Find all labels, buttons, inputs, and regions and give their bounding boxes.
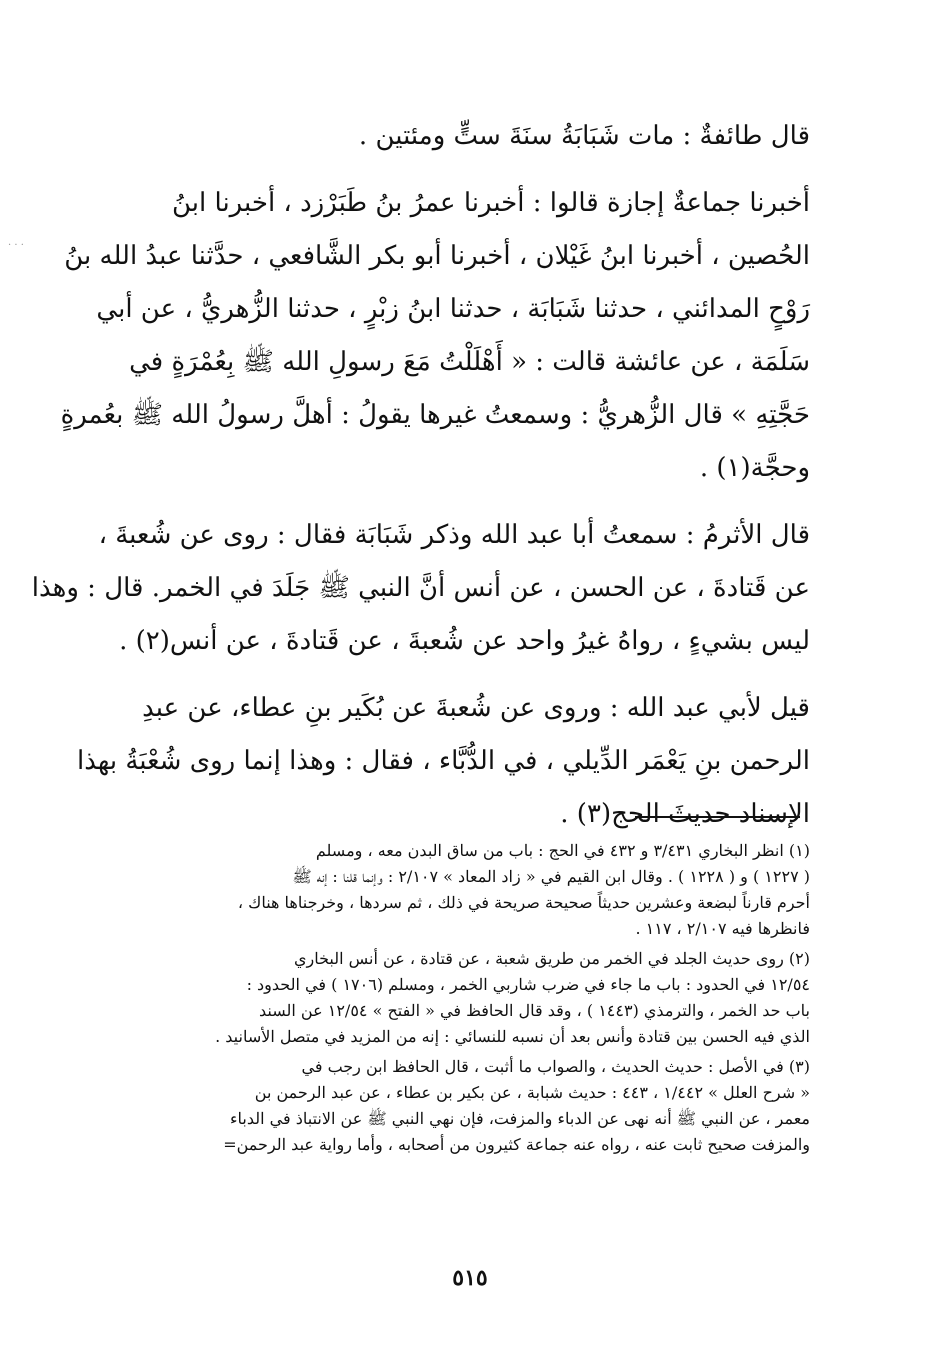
- text-line: ليس بشيءٍ ، رواهُ غيرُ واحد عن شُعبةَ ، عن قَتادةَ ، عن أنس(٢) .: [119, 626, 810, 656]
- footnote-line: (٢) روى حديث الجلد في الخمر من طريق شعبة ، عن قتادة ، عن أنس البخاري: [293, 949, 810, 968]
- text-line: الحُصين ، أخبرنا ابنُ غَيْلان ، أخبرنا أبو بكر الشَّافعي ، حدَّثنا عبدُ الله بنُ: [64, 241, 810, 271]
- footnote: [130, 1054, 810, 1158]
- footnote-line: « شرح العلل » ١/٤٤٢ ، ٤٤٣ : حديث شبابة ، عن بكير بن عطاء ، عن عبد الرحمن بن: [254, 1083, 810, 1102]
- text-line: قال الأثرمُ : سمعتُ أبا عبد الله وذكر شَبَابَة فقال : روى عن شُعبةَ ،: [98, 520, 810, 550]
- text-line: قيل لأبي عبد الله : وروى عن شُعبةَ عن بُكَير بنِ عطاء، عن عبدِ: [142, 693, 810, 723]
- text-line: وحجَّة(١) .: [699, 453, 810, 483]
- footnote-line: معمر ، عن النبي ﷺ أنه نهى عن الدباء والمزفت، فإن نهي النبي ﷺ عن الانتباذ في الدباء: [230, 1109, 810, 1128]
- paragraph: [130, 110, 810, 163]
- footnote-line: والمزفت صحيح ثابت عنه ، رواه عنه جماعة كثيرون من أصحابه ، وأما رواية عبد الرحمن=: [223, 1135, 810, 1154]
- page-number: ٥١٥: [452, 1265, 488, 1291]
- main-text: [31, 110, 810, 855]
- text-line: رَوْحٍ المدائني ، حدثنا شَبَابَة ، حدثنا ابنُ زبْرٍ ، حدثنا الزُّهريُّ ، عن أبي: [96, 294, 810, 324]
- text-line: أخبرنا جماعةٌ إجازة قالوا : أخبرنا عمرُ بنُ طَبَرْزد ، أخبرنا ابنُ: [172, 188, 810, 218]
- paragraph: [31, 509, 810, 668]
- footnote-line: أحرم قارناً لبضعة وعشرين حديثاً صحيحة صريحة في ذلك ، ثم سردها ، وخرجناها هناك ،: [237, 893, 810, 912]
- footnote-line: ١٢/٥٤ في الحدود : باب ما جاء في ضرب شاربي الخمر ، ومسلم (١٧٠٦ ) في الحدود :: [246, 975, 810, 994]
- footnote-divider: [635, 816, 800, 818]
- footnote-line: باب حد الخمر ، والترمذي (١٤٤٣ ) ، وقد قال الحافظ في « الفتح » ١٢/٥٤ عن السند: [259, 1001, 810, 1020]
- text-line: قال طائفةٌ : مات شَبَابَةُ سنَةَ ستٍّ ومئتين .: [358, 121, 810, 151]
- footnote-line: فانظرها فيه ٢/١٠٧ ، ١١٧ .: [635, 919, 810, 938]
- text-line: الإسناد حديثَ الحج(٣) .: [560, 799, 810, 829]
- footnote-line: (١) انظر البخاري ٣/٤٣١ و ٤٣٢ في الحج : باب من ساق البدن معه ، ومسلم: [315, 841, 810, 860]
- text-line: الرحمن بنِ يَعْمَر الدِّيلي ، في الدُّبَّاء ، فقال : وهذا إنما روى شُعْبَةُ بهذا: [76, 746, 810, 776]
- footnote: [130, 838, 810, 942]
- footnotes: [130, 838, 810, 1162]
- scan-specks: · · ·: [8, 240, 24, 251]
- footnote: [130, 946, 810, 1050]
- paragraph: [60, 177, 810, 495]
- footnote-line: (٣) في الأصل : حديث الحديث ، والصواب ما أثبت ، قال الحافظ ابن رجب في: [301, 1057, 810, 1076]
- footnote-line: الذي فيه الحسن بين قتادة وأنس بعد أن نسبه للنسائي : إنه من المزيد في متصل الأسانيد .: [215, 1027, 810, 1046]
- text-line: سَلَمَة ، عن عائشة قالت : « أَهْلَلْتُ مَعَ رسولِ الله ﷺ بِعُمْرَةٍ في: [129, 347, 810, 377]
- text-line: حَجَّتِهِ » قال الزُّهريُّ : وسمعتُ غيرها يقولُ : أهلَّ رسولُ الله ﷺ بعُمرةٍ: [60, 400, 810, 430]
- footnote-line: ( ١٢٢٧ ) و ( ١٢٢٨ ) . وقال ابن القيم في « زاد المعاد » ٢/١٠٧ : وإنما قلنا : إنه ﷺ: [292, 867, 810, 886]
- text-line: عن قَتادةَ ، عن الحسن ، عن أنس أنَّ النبي ﷺ جَلَدَ في الخمر. قال : وهذا: [31, 573, 810, 603]
